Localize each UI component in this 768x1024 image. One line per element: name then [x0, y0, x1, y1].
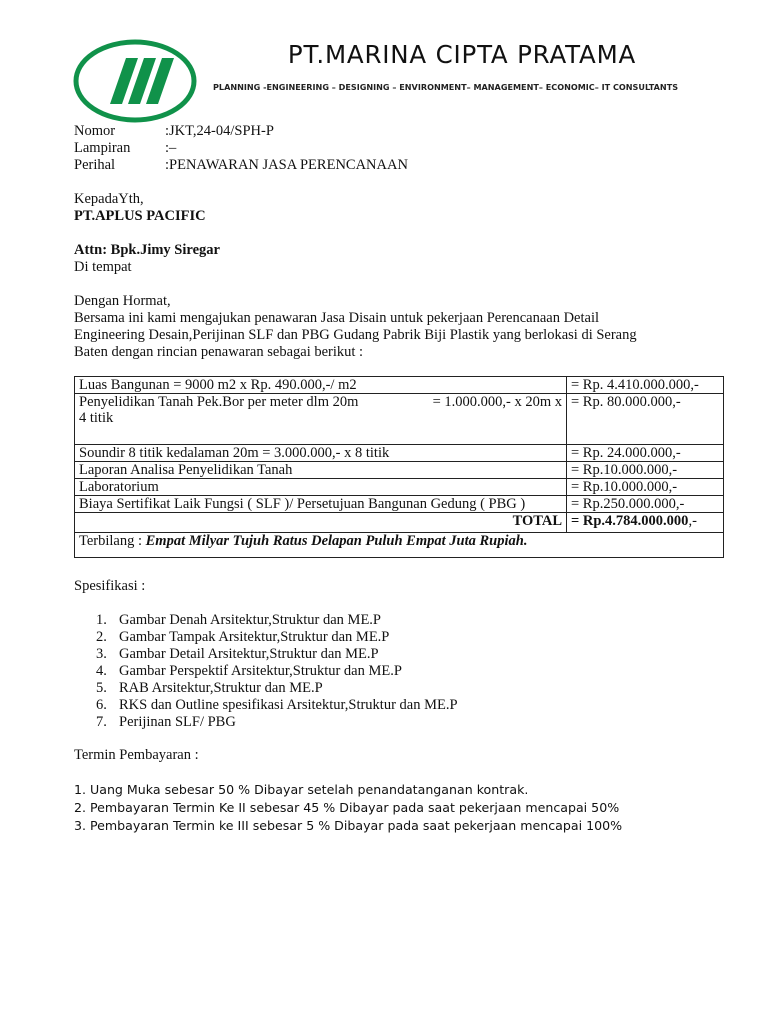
- cost-desc: Soundir 8 titik kedalaman 20m = 3.000.000,- x 8 titik: [75, 445, 567, 462]
- cost-amount: = Rp.10.000.000,-: [567, 462, 724, 479]
- spesifikasi-list: [96, 612, 458, 731]
- list-text: Gambar Tampak Arsitektur,Struktur dan ME.P: [119, 629, 390, 645]
- company-logo: [72, 38, 198, 124]
- body-line: Engineering Desain,Perijinan SLF dan PBG Gudang Pabrik Biji Plastik yang berlokasi di Serang: [74, 327, 637, 343]
- meta-row-perihal: [74, 157, 408, 174]
- recipient-greeting: KepadaYth,: [74, 191, 144, 207]
- meta-row-nomor: [74, 123, 408, 140]
- cost-desc: Laporan Analisa Penyelidikan Tanah: [75, 462, 567, 479]
- list-text: RKS dan Outline spesifikasi Arsitektur,Struktur dan ME.P: [119, 697, 458, 713]
- list-text: RAB Arsitektur,Struktur dan ME.P: [119, 680, 323, 696]
- list-text: Gambar Denah Arsitektur,Struktur dan ME.P: [119, 612, 381, 628]
- table-row: [75, 496, 724, 513]
- table-row-total: [75, 513, 724, 533]
- terbilang: [75, 533, 724, 558]
- termin-list: [74, 781, 622, 835]
- cost-amount: = Rp. 24.000.000,-: [567, 445, 724, 462]
- salutation: Dengan Hormat,: [74, 293, 171, 309]
- list-item: [96, 646, 458, 663]
- termin-heading: Termin Pembayaran :: [74, 747, 199, 763]
- cost-amount: = Rp.250.000.000,-: [567, 496, 724, 513]
- cost-desc: Laboratorium: [75, 479, 567, 496]
- body-line: Baten dengan rincian penawaran sebagai berikut :: [74, 344, 364, 360]
- meta-row-lampiran: [74, 140, 408, 157]
- cost-amount: = Rp. 80.000.000,-: [567, 394, 724, 445]
- table-row: [75, 479, 724, 496]
- list-number: 4.: [96, 663, 107, 679]
- total-label: TOTAL: [75, 513, 567, 533]
- list-number: 6.: [96, 697, 107, 713]
- list-text: Gambar Perspektif Arsitektur,Struktur dan ME.P: [119, 663, 402, 679]
- termin-item: 2. Pembayaran Termin Ke II sebesar 45 % Dibayar pada saat pekerjaan mencapai 50%: [74, 800, 620, 815]
- list-text: Gambar Detail Arsitektur,Struktur dan ME.P: [119, 646, 379, 662]
- meta-value: :–: [165, 140, 177, 156]
- table-row: [75, 394, 724, 445]
- list-item: [96, 714, 458, 731]
- spesifikasi-heading: Spesifikasi :: [74, 578, 146, 594]
- table-row: [75, 462, 724, 479]
- cost-desc-line2: 4 titik: [79, 410, 114, 426]
- list-number: 7.: [96, 714, 107, 730]
- recipient-place: Di tempat: [74, 259, 132, 275]
- list-number: 1.: [96, 612, 107, 628]
- terbilang-value: Empat Milyar Tujuh Ratus Delapan Puluh Empat Juta Rupiah.: [145, 533, 528, 549]
- list-number: 3.: [96, 646, 107, 662]
- table-row-terbilang: [75, 533, 724, 558]
- cost-table: [74, 376, 724, 558]
- list-item: [96, 697, 458, 714]
- list-text: Perijinan SLF/ PBG: [119, 714, 236, 730]
- letter-meta: [74, 123, 408, 174]
- termin-item: 3. Pembayaran Termin ke III sebesar 5 % Dibayar pada saat pekerjaan mencapai 100%: [74, 818, 623, 833]
- list-number: 5.: [96, 680, 107, 696]
- recipient-attn: Attn: Bpk.Jimy Siregar: [74, 242, 220, 258]
- meta-key: Perihal: [74, 157, 116, 173]
- terbilang-label: Terbilang :: [79, 533, 146, 549]
- cost-amount: = Rp. 4.410.000.000,-: [567, 377, 724, 394]
- cost-desc: [75, 394, 567, 445]
- body-line: Bersama ini kami mengajukan penawaran Jasa Disain untuk pekerjaan Perencanaan Detail: [74, 310, 600, 326]
- list-item: [96, 680, 458, 697]
- list-item: [96, 629, 458, 646]
- list-item: [96, 663, 458, 680]
- table-row: [75, 377, 724, 394]
- recipient-company: PT.APLUS PACIFIC: [74, 208, 206, 224]
- meta-key: Nomor: [74, 123, 116, 139]
- cost-desc-left: Penyelidikan Tanah Pek.Bor per meter dlm 20m: [79, 394, 359, 410]
- table-row: [75, 445, 724, 462]
- list-item: [96, 612, 458, 629]
- total-amount-suffix: ,-: [688, 513, 697, 529]
- cost-amount: = Rp.10.000.000,-: [567, 479, 724, 496]
- meta-value: :JKT,24-04/SPH-P: [165, 123, 274, 139]
- total-amount-value: = Rp.4.784.000.000: [571, 513, 689, 529]
- cost-desc-right: = 1.000.000,- x 20m x: [432, 394, 562, 410]
- termin-item: 1. Uang Muka sebesar 50 % Dibayar setelah penandatanganan kontrak.: [74, 782, 529, 797]
- meta-value: :PENAWARAN JASA PERENCANAAN: [165, 157, 408, 173]
- list-number: 2.: [96, 629, 107, 645]
- company-name: PT.MARINA CIPTA PRATAMA: [287, 40, 637, 69]
- cost-desc: Biaya Sertifikat Laik Fungsi ( SLF )/ Persetujuan Bangunan Gedung ( PBG ): [75, 496, 567, 513]
- meta-key: Lampiran: [74, 140, 131, 156]
- company-tagline: PLANNING -ENGINEERING – DESIGNING – ENVIRONMENT– MANAGEMENT– ECONOMIC– IT CONSULTANTS: [213, 82, 679, 92]
- total-amount: [567, 513, 724, 533]
- cost-desc: Luas Bangunan = 9000 m2 x Rp. 490.000,-/ m2: [75, 377, 567, 394]
